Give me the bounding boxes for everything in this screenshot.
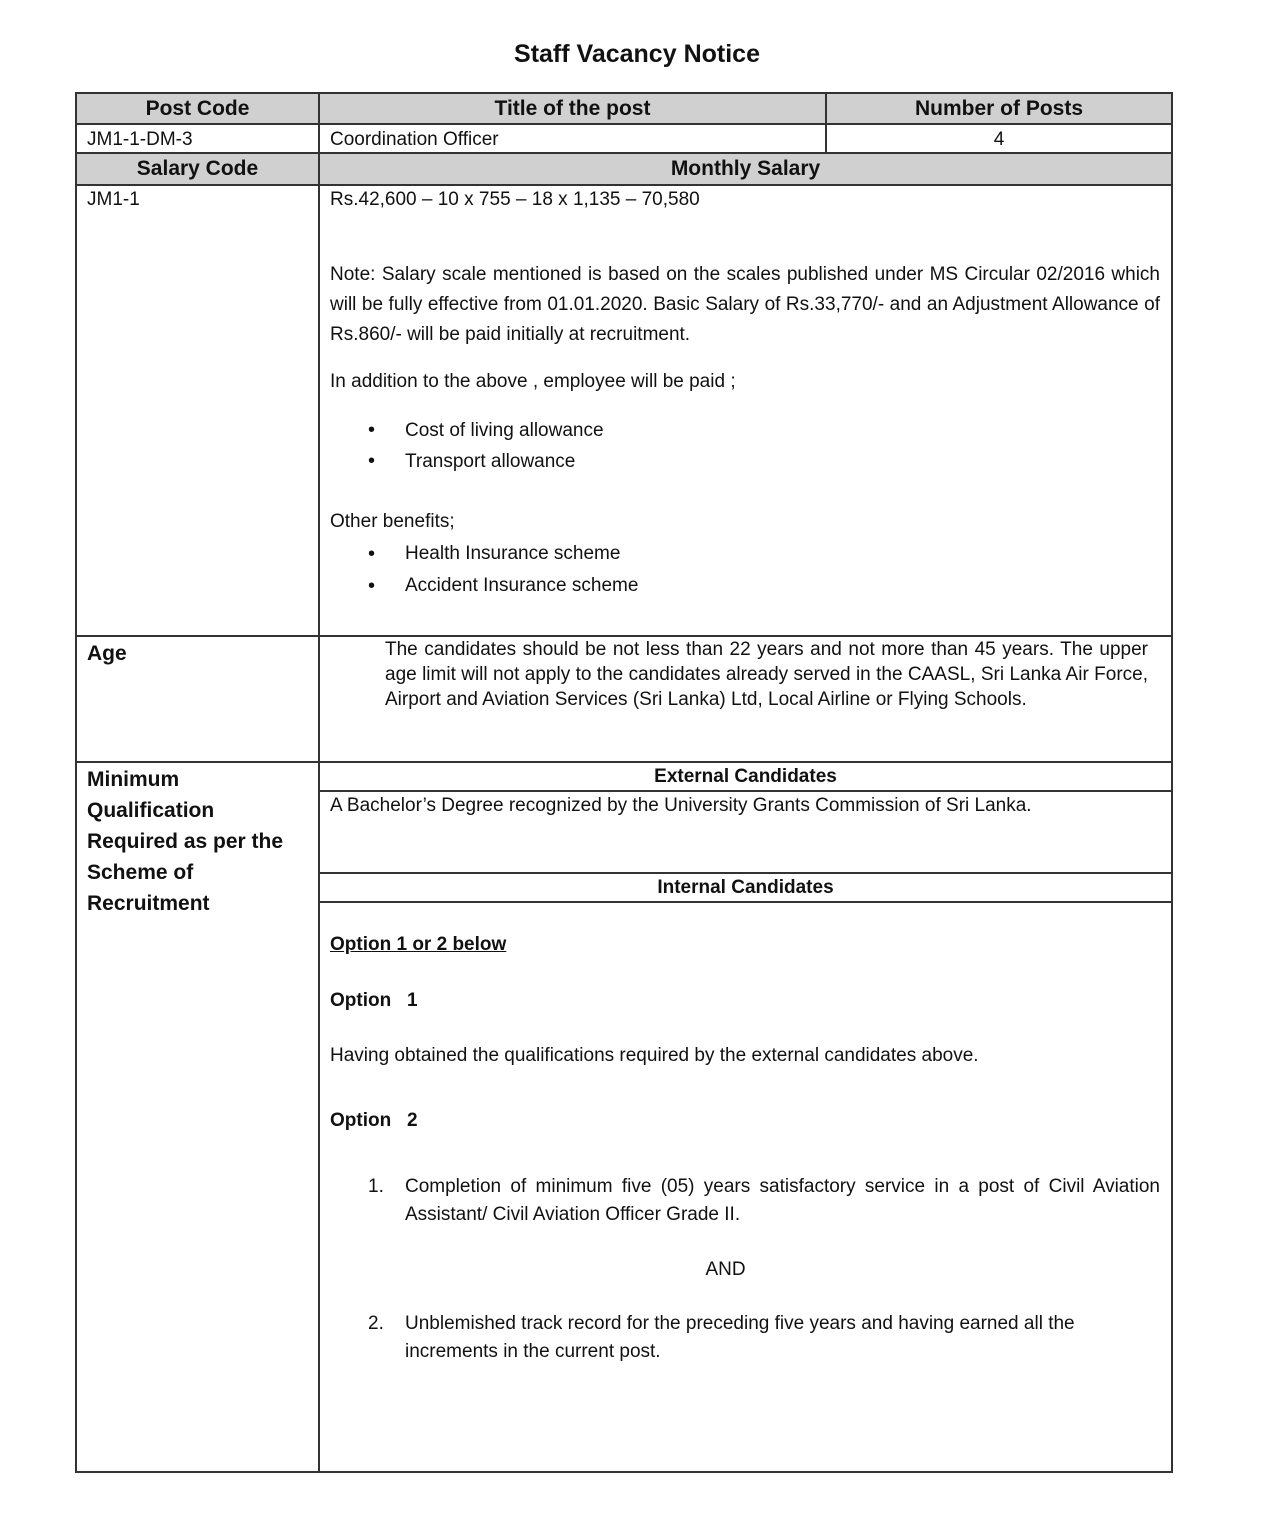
- row-divider: [320, 901, 1171, 903]
- salary-scale: Rs.42,600 – 10 x 755 – 18 x 1,135 – 70,580: [330, 189, 700, 210]
- external-candidates-header: External Candidates: [654, 766, 837, 787]
- option2-list-continued: [330, 1310, 1160, 1366]
- option2-list: [330, 1173, 1160, 1229]
- list-item-text: Unblemished track record for the preceding five years and having earned all the increments in the current post.: [405, 1313, 1075, 1362]
- option1-label: Option 1: [330, 990, 418, 1011]
- options-heading: Option 1 or 2 below: [330, 934, 507, 955]
- list-item: • Transport allowance: [330, 446, 1160, 477]
- row-divider: [77, 123, 1171, 125]
- list-item: • Accident Insurance scheme: [330, 570, 1160, 602]
- internal-candidates-header: Internal Candidates: [657, 877, 834, 898]
- number-of-posts-header: Number of Posts: [827, 94, 1171, 124]
- list-number: 2.: [368, 1313, 384, 1334]
- benefits-intro: Other benefits;: [330, 511, 455, 532]
- monthly-salary-header: Monthly Salary: [320, 154, 1171, 184]
- option1-text: Having obtained the qualifications required by the external candidates above.: [330, 1045, 979, 1066]
- and-text: AND: [705, 1259, 746, 1280]
- addition-intro: In addition to the above , employee will be paid ;: [330, 371, 736, 392]
- external-candidates-text: A Bachelor’s Degree recognized by the University Grants Commission of Sri Lanka.: [330, 795, 1032, 816]
- benefits-list: [330, 538, 1160, 602]
- list-item: [330, 1310, 1160, 1366]
- list-item: • Cost of living allowance: [330, 415, 1160, 446]
- qualification-label: Minimum Qualification Required as per the Scheme of Recruitment: [87, 768, 284, 915]
- post-code-header: Post Code: [77, 94, 318, 124]
- list-item: • Health Insurance scheme: [330, 538, 1160, 570]
- list-item: [330, 1173, 1160, 1229]
- allowances-list: [330, 415, 1160, 477]
- salary-code-header: Salary Code: [77, 154, 318, 184]
- salary-code-value: JM1-1: [87, 189, 140, 210]
- page-title: Staff Vacancy Notice: [514, 40, 760, 68]
- post-code-value: JM1-1-DM-3: [87, 129, 193, 150]
- option2-label: Option 2: [330, 1110, 418, 1131]
- title-of-post-header: Title of the post: [320, 94, 825, 124]
- row-divider: [320, 872, 1171, 874]
- post-count-value: 4: [993, 129, 1005, 150]
- age-label: Age: [87, 642, 127, 665]
- post-title-value: Coordination Officer: [330, 129, 499, 150]
- list-item-text: Completion of minimum five (05) years satisfactory service in a post of Civil Aviation Assistant/ Civil Aviation Officer Grade II.: [405, 1176, 1160, 1225]
- list-number: 1.: [368, 1176, 384, 1197]
- salary-note: Note: Salary scale mentioned is based on the scales published under MS Circular 02/2016 which will be fully effective from 01.01.2020. Basic Salary of Rs.33,770/- and an Adjustment Allowance of Rs.860/- will be paid initially at recruitment.: [330, 264, 1160, 345]
- column-divider: [825, 94, 827, 152]
- row-divider: [77, 761, 1171, 763]
- age-text: The candidates should be not less than 22 years and not more than 45 years. The upper age limit will not apply to the candidates already served in the CAASL, Sri Lanka Air Force, Airport and Aviation Services (Sri Lanka) Ltd, Local Airline or Flying Schools.: [385, 639, 1148, 710]
